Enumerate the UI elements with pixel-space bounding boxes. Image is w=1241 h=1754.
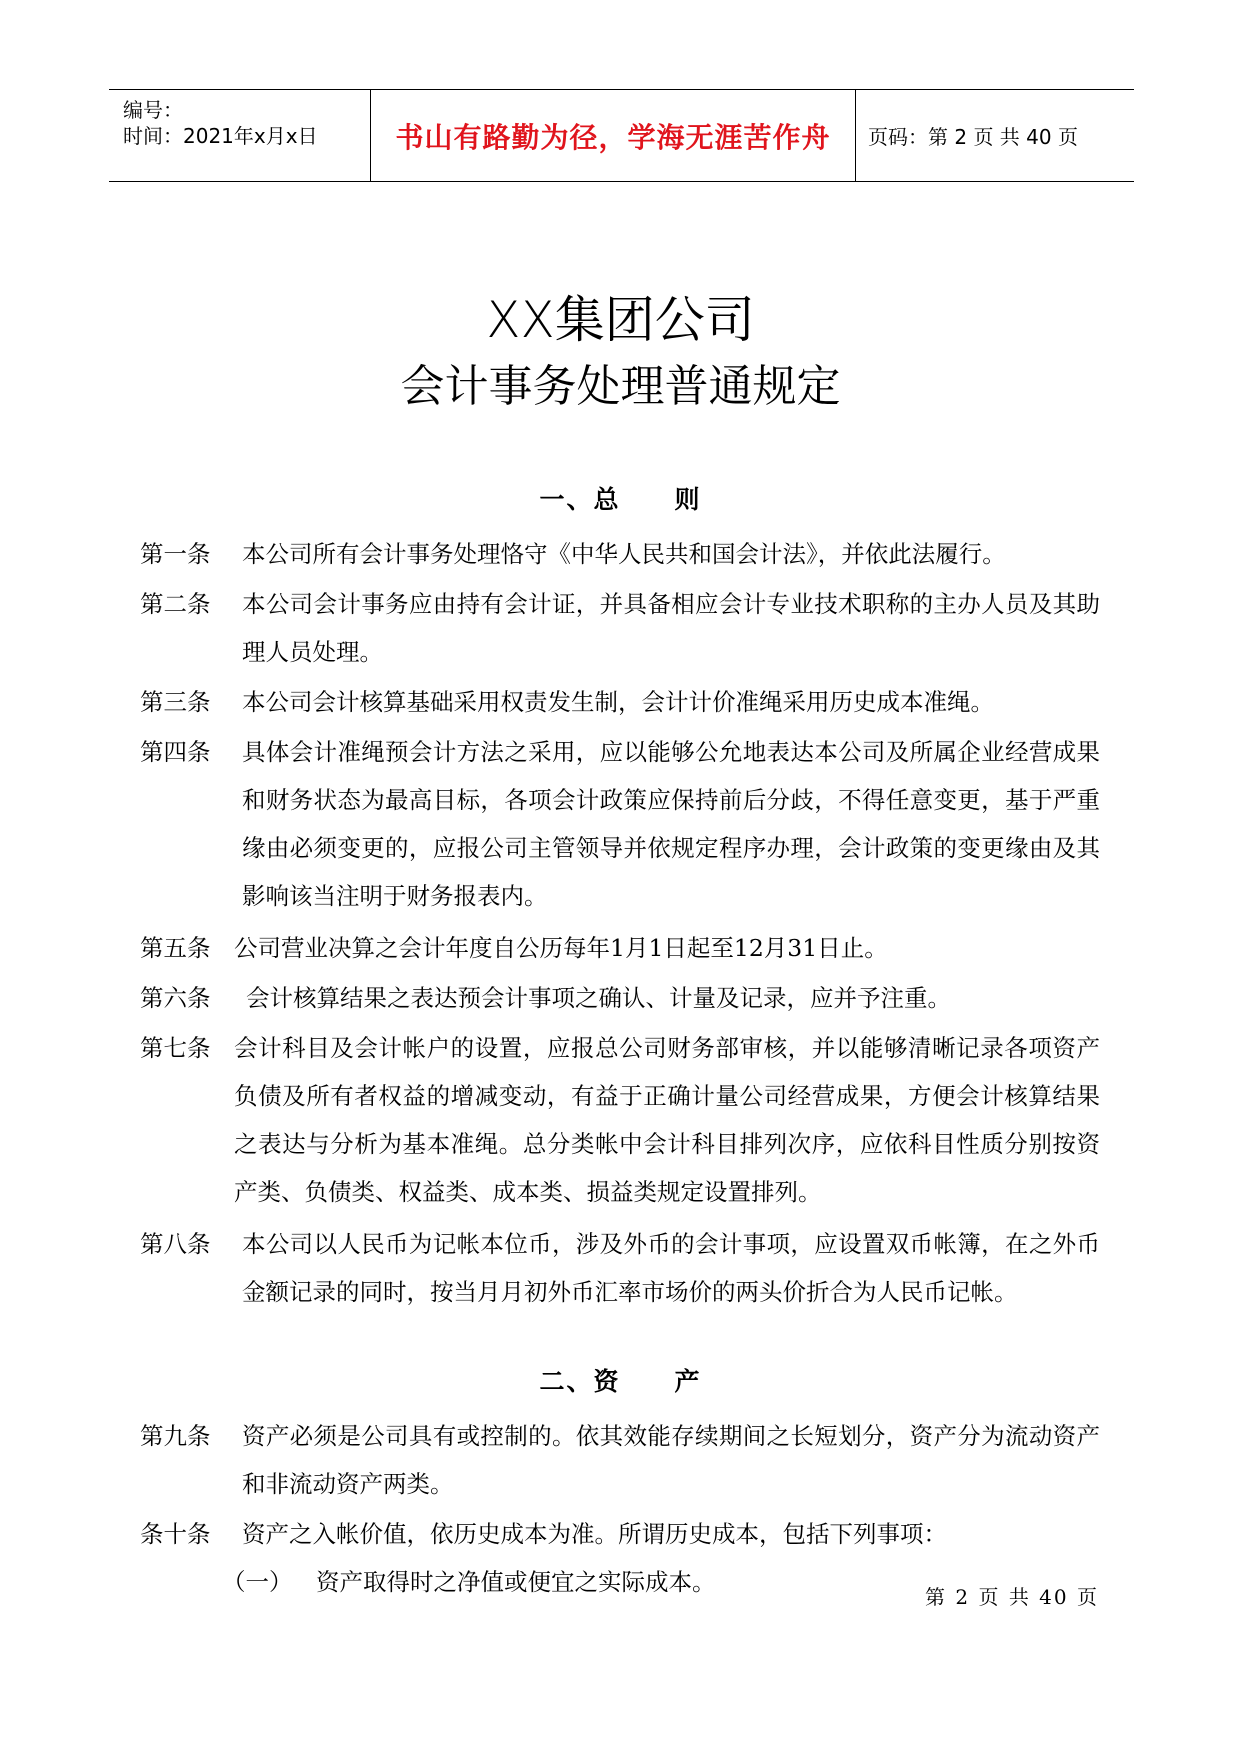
article-number: 第七条 xyxy=(140,1034,211,1062)
article-1 xyxy=(140,530,1100,578)
article-text: 会计核算结果之表达预会计事项之确认、计量及记录，应并予注重。 xyxy=(246,984,951,1012)
article-9 xyxy=(140,1412,1100,1508)
article-text: 具体会计准绳预会计方法之采用，应以能够公允地表达本公司及所属企业经营成果和财务状态为最高目标，各项会计政策应保持前后分歧，不得任意变更，基于严重缘由必须变更的，应报公司主管领导并依规定程序办理，会计政策的变更缘由及其影响该当注明于财务报表内。 xyxy=(242,738,1100,910)
article-3 xyxy=(140,678,1100,726)
document-title: 会计事务处理普通规定 xyxy=(400,361,841,412)
article-text: 资产必须是公司具有或控制的。依其效能存续期间之长短划分，资产分为流动资产和非流动资产两类。 xyxy=(242,1422,1100,1498)
article-number: 条十条 xyxy=(140,1520,211,1548)
list-item-text: 资产取得时之净值或便宜之实际成本。 xyxy=(316,1568,716,1596)
document-header xyxy=(109,89,1134,182)
article-5 xyxy=(140,924,1100,972)
article-8 xyxy=(140,1220,1100,1316)
article-text: 资产之入帐价值，依历史成本为准。所谓历史成本，包括下列事项： xyxy=(242,1520,947,1548)
motto-text: 书山有路勤为径，学海无涯苦作舟 xyxy=(395,120,831,154)
article-number: 第四条 xyxy=(140,738,211,766)
section-heading-assets: 二、资 产 xyxy=(539,1367,702,1396)
article-number: 第六条 xyxy=(140,984,211,1012)
list-item xyxy=(222,1558,716,1606)
article-number: 第三条 xyxy=(140,688,211,716)
article-text: 本公司会计核算基础采用权责发生制，会计计价准绳采用历史成本准绳。 xyxy=(242,688,994,716)
article-text: 公司营业决算之会计年度自公历每年1月1日起至12月31日止。 xyxy=(234,934,888,962)
header-page-cell xyxy=(856,90,1134,181)
time-label: 时间：2021年x月x日 xyxy=(123,124,318,148)
list-item-label: （一） xyxy=(222,1568,293,1596)
article-number: 第二条 xyxy=(140,590,211,618)
article-7 xyxy=(140,1024,1100,1216)
article-number: 第一条 xyxy=(140,540,211,568)
article-text: 本公司会计事务应由持有会计证，并具备相应会计专业技术职称的主办人员及其助理人员处理。 xyxy=(242,590,1100,666)
page-footer: 第 2 页 共 40 页 xyxy=(925,1585,1099,1609)
article-10 xyxy=(140,1510,1100,1558)
section-heading-general: 一、总 则 xyxy=(539,485,702,514)
article-number: 第八条 xyxy=(140,1230,211,1258)
article-text: 会计科目及会计帐户的设置，应报总公司财务部审核，并以能够清晰记录各项资产负债及所有者权益的增减变动，有益于正确计量公司经营成果，方便会计核算结果之表达与分析为基本准绳。总分类帐中会计科目排列次序，应依科目性质分别按资产类、负债类、权益类、成本类、损益类规定设置排列。 xyxy=(234,1034,1100,1206)
article-text: 本公司以人民币为记帐本位币，涉及外币的会计事项，应设置双币帐簿，在之外币金额记录的同时，按当月月初外币汇率市场价的两头价折合为人民币记帐。 xyxy=(242,1230,1100,1306)
article-2 xyxy=(140,580,1100,676)
header-page-info: 页码：第 2 页 共 40 页 xyxy=(868,125,1078,149)
article-number: 第九条 xyxy=(140,1422,211,1450)
serial-label: 编号： xyxy=(123,98,183,122)
article-number: 第五条 xyxy=(140,934,211,962)
header-meta-cell xyxy=(109,90,371,181)
article-6 xyxy=(140,974,1100,1022)
article-text: 本公司所有会计事务处理恪守《中华人民共和国会计法》，并依此法履行。 xyxy=(242,540,1006,568)
header-motto-cell xyxy=(371,90,856,181)
article-4 xyxy=(140,728,1100,920)
company-title: XX集团公司 xyxy=(486,291,755,349)
